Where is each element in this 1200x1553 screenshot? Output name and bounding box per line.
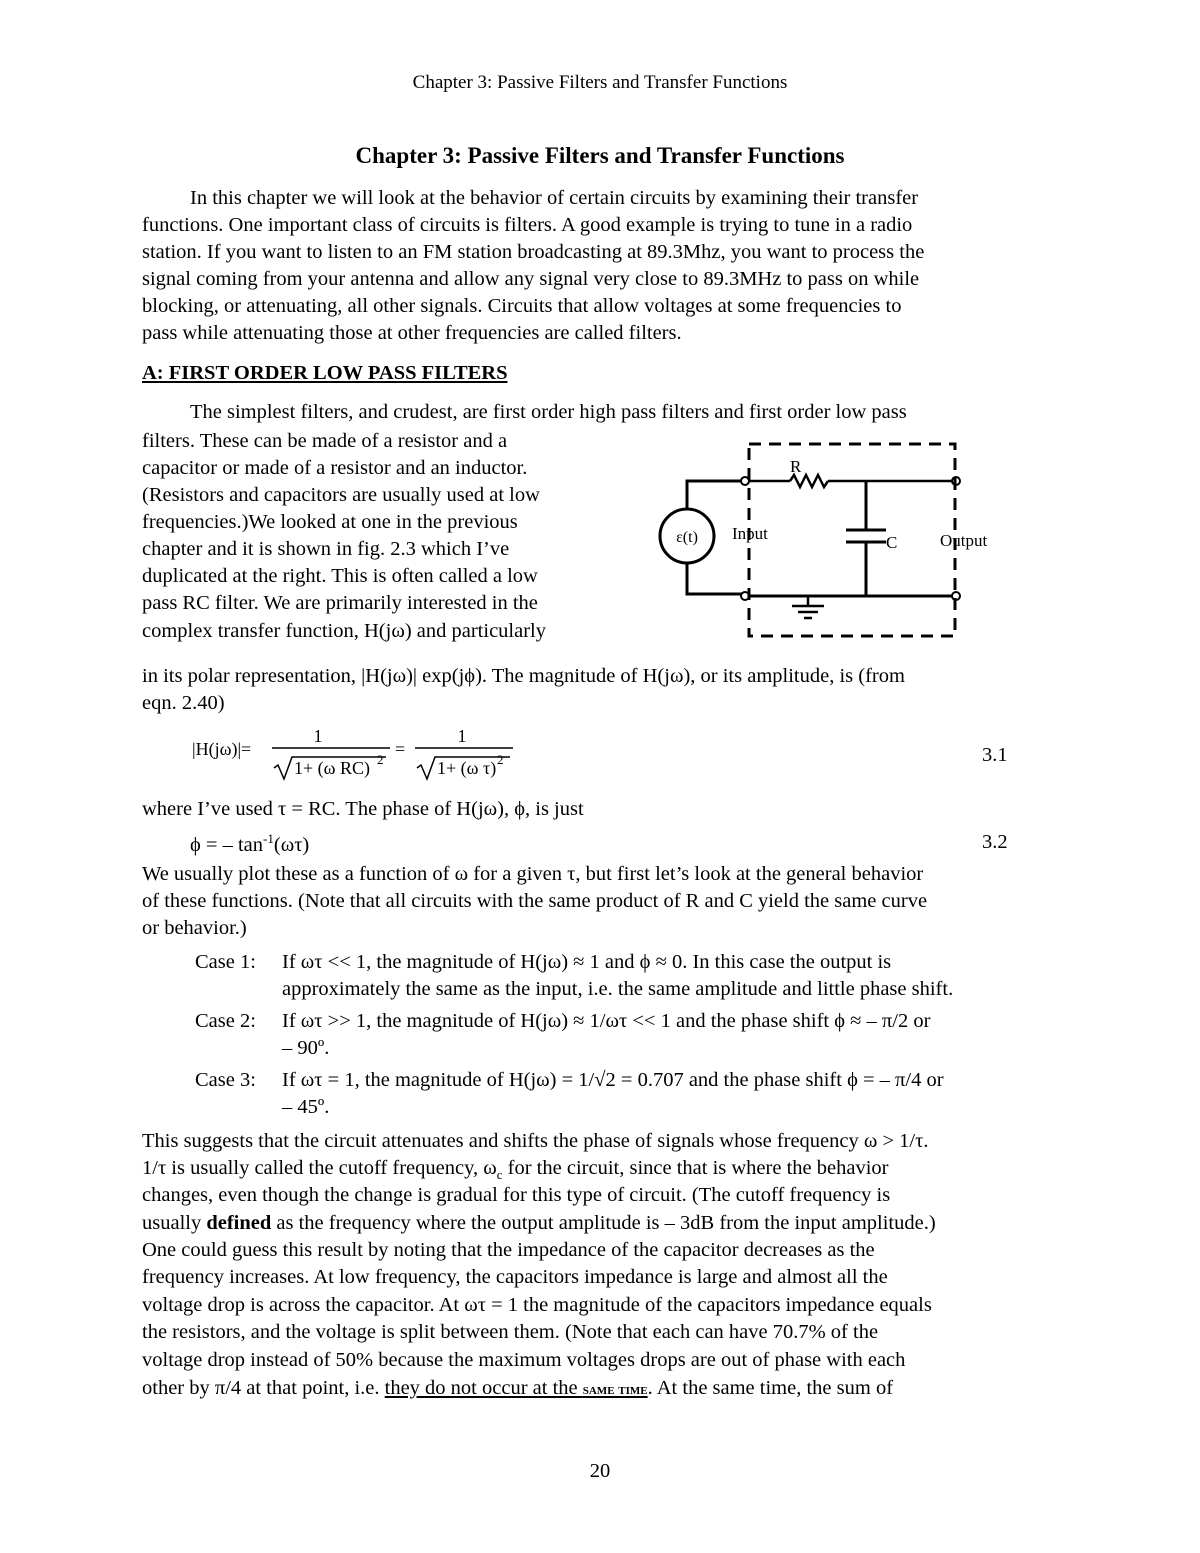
equation-number: 3.2 bbox=[982, 831, 1008, 853]
chapter-title: Chapter 3: Passive Filters and Transfer Functions bbox=[355, 143, 845, 168]
body-line bbox=[142, 1158, 888, 1181]
text-run: they do not occur at the bbox=[384, 1377, 583, 1399]
body-line: or behavior.) bbox=[142, 917, 247, 939]
body-line: duplicated at the right. This is often called a low bbox=[142, 565, 538, 587]
case-label: Case 2: bbox=[195, 1010, 256, 1032]
input-terminal-top bbox=[741, 477, 749, 485]
case-label: Case 1: bbox=[195, 951, 256, 973]
source-label: ε(t) bbox=[676, 529, 698, 546]
bold-term: defined bbox=[206, 1212, 272, 1234]
intro-line: station. If you want to listen to an FM station broadcasting at 89.3Mhz, you want to process the bbox=[142, 241, 925, 263]
body-line: We usually plot these as a function of ω for a given τ, but first let’s look at the general behavior bbox=[142, 863, 924, 885]
eq-equals: = bbox=[395, 739, 406, 759]
body-line: changes, even though the change is gradual for this type of circuit. (The cutoff frequency is bbox=[142, 1184, 891, 1206]
text-run: other by π/4 at that point, i.e. bbox=[142, 1377, 385, 1399]
eq-numerator: 1 bbox=[313, 726, 323, 746]
intro-line: functions. One important class of circuits is filters. A good example is trying to tune in a radio bbox=[142, 214, 913, 236]
eq-radicand: 1+ (ω τ) bbox=[437, 758, 497, 778]
body-line bbox=[142, 1378, 893, 1399]
body-line: pass RC filter. We are primarily interested in the bbox=[142, 592, 538, 614]
resistor-label: R bbox=[790, 457, 802, 476]
eq-radicand: 1+ (ω RC) bbox=[294, 758, 370, 778]
equation-3-2 bbox=[190, 832, 309, 855]
equation-3-1 bbox=[190, 722, 530, 792]
intro-line: blocking, or attenuating, all other signals. Circuits that allow voltages at some frequencies to bbox=[142, 295, 902, 317]
body-line: the resistors, and the voltage is split between them. (Note that each can have 70.7% of the bbox=[142, 1321, 879, 1343]
body-line: voltage drop is across the capacitor. At ωτ = 1 the magnitude of the capacitors impedance equals bbox=[142, 1294, 932, 1316]
capacitor-plates bbox=[846, 530, 886, 542]
body-line bbox=[142, 1213, 936, 1234]
intro-line: pass while attenuating those at other frequencies are called filters. bbox=[142, 322, 682, 344]
body-line: where I’ve used τ = RC. The phase of H(jω), ϕ, is just bbox=[142, 798, 584, 820]
eq2-sup: -1 bbox=[263, 831, 274, 846]
body-line: chapter and it is shown in fig. 2.3 which I’ve bbox=[142, 538, 510, 560]
body-line: One could guess this result by noting that the impedance of the capacitor decreases as the bbox=[142, 1239, 875, 1261]
wire-bottom-left bbox=[687, 563, 742, 594]
body-line: This suggests that the circuit attenuates and shifts the phase of signals whose frequency ω > 1/τ. bbox=[142, 1130, 929, 1152]
eq2-main: ϕ = – tan bbox=[190, 833, 264, 856]
eq-exponent: 2 bbox=[497, 752, 504, 767]
eq-exponent: 2 bbox=[377, 752, 384, 767]
resistor bbox=[790, 475, 828, 487]
text-run: as the frequency where the output amplitude is – 3dB from the input amplitude.) bbox=[271, 1212, 936, 1234]
case-text: – 45º. bbox=[282, 1096, 330, 1118]
body-line: filters. These can be made of a resistor and a bbox=[142, 430, 508, 452]
ground-symbol bbox=[792, 596, 824, 618]
eq2-tail: (ωτ) bbox=[273, 833, 310, 856]
equation-number: 3.1 bbox=[982, 744, 1008, 766]
case-label: Case 3: bbox=[195, 1069, 256, 1091]
rc-lowpass-circuit-diagram bbox=[650, 436, 1010, 646]
intro-line: signal coming from your antenna and allow any signal very close to 89.3MHz to pass on while bbox=[142, 268, 920, 290]
eq-numerator: 1 bbox=[457, 726, 467, 746]
body-line: frequencies.)We looked at one in the previous bbox=[142, 511, 518, 533]
subscript: c bbox=[496, 1167, 503, 1183]
section-heading: A: FIRST ORDER LOW PASS FILTERS bbox=[142, 362, 508, 384]
circuit-box-dashed bbox=[749, 444, 955, 636]
capacitor-label: C bbox=[886, 533, 898, 552]
case-text: If ωτ >> 1, the magnitude of H(jω) ≈ 1/ωτ << 1 and the phase shift ϕ ≈ – π/2 or bbox=[282, 1010, 931, 1032]
intro-line: In this chapter we will look at the behavior of certain circuits by examining their transfer bbox=[190, 187, 919, 209]
body-line: The simplest filters, and crudest, are first order high pass filters and first order low pass bbox=[190, 401, 907, 423]
text-run: usually bbox=[142, 1212, 207, 1234]
case-text: – 90º. bbox=[282, 1037, 330, 1059]
underlined-text bbox=[385, 1377, 648, 1399]
body-line: capacitor or made of a resistor and an inductor. bbox=[142, 457, 528, 479]
case-text: If ωτ = 1, the magnitude of H(jω) = 1/√2 = 0.707 and the phase shift ϕ = – π/4 or bbox=[282, 1069, 944, 1091]
body-line: frequency increases. At low frequency, the capacitors impedance is large and almost all the bbox=[142, 1266, 888, 1288]
body-line: in its polar representation, |H(jω)| exp(jϕ). The magnitude of H(jω), or its amplitude, is (from bbox=[142, 665, 905, 687]
case-text: If ωτ << 1, the magnitude of H(jω) ≈ 1 and ϕ ≈ 0. In this case the output is bbox=[282, 951, 892, 973]
body-line: (Resistors and capacitors are usually used at low bbox=[142, 484, 540, 506]
small-caps-text: same time bbox=[582, 1382, 648, 1398]
text-run: . At the same time, the sum of bbox=[647, 1377, 894, 1399]
wire-top-left bbox=[687, 481, 742, 509]
body-line: of these functions. (Note that all circuits with the same product of R and C yield the same curve bbox=[142, 890, 928, 912]
body-line: eqn. 2.40) bbox=[142, 692, 225, 714]
body-line: voltage drop instead of 50% because the maximum voltages drops are out of phase with each bbox=[142, 1349, 906, 1371]
eq-lhs: |H(jω)|= bbox=[192, 739, 252, 759]
case-text: approximately the same as the input, i.e. the same amplitude and little phase shift. bbox=[282, 978, 954, 1000]
text-run: for the circuit, since that is where the behavior bbox=[502, 1157, 889, 1179]
body-line: complex transfer function, H(jω) and particularly bbox=[142, 620, 546, 642]
text-run: 1/τ is usually called the cutoff frequency, ω bbox=[142, 1157, 497, 1179]
page-number: 20 bbox=[589, 1460, 611, 1482]
output-label: Output bbox=[940, 531, 988, 550]
input-label: Input bbox=[732, 524, 768, 543]
running-header: Chapter 3: Passive Filters and Transfer Functions bbox=[412, 72, 788, 93]
